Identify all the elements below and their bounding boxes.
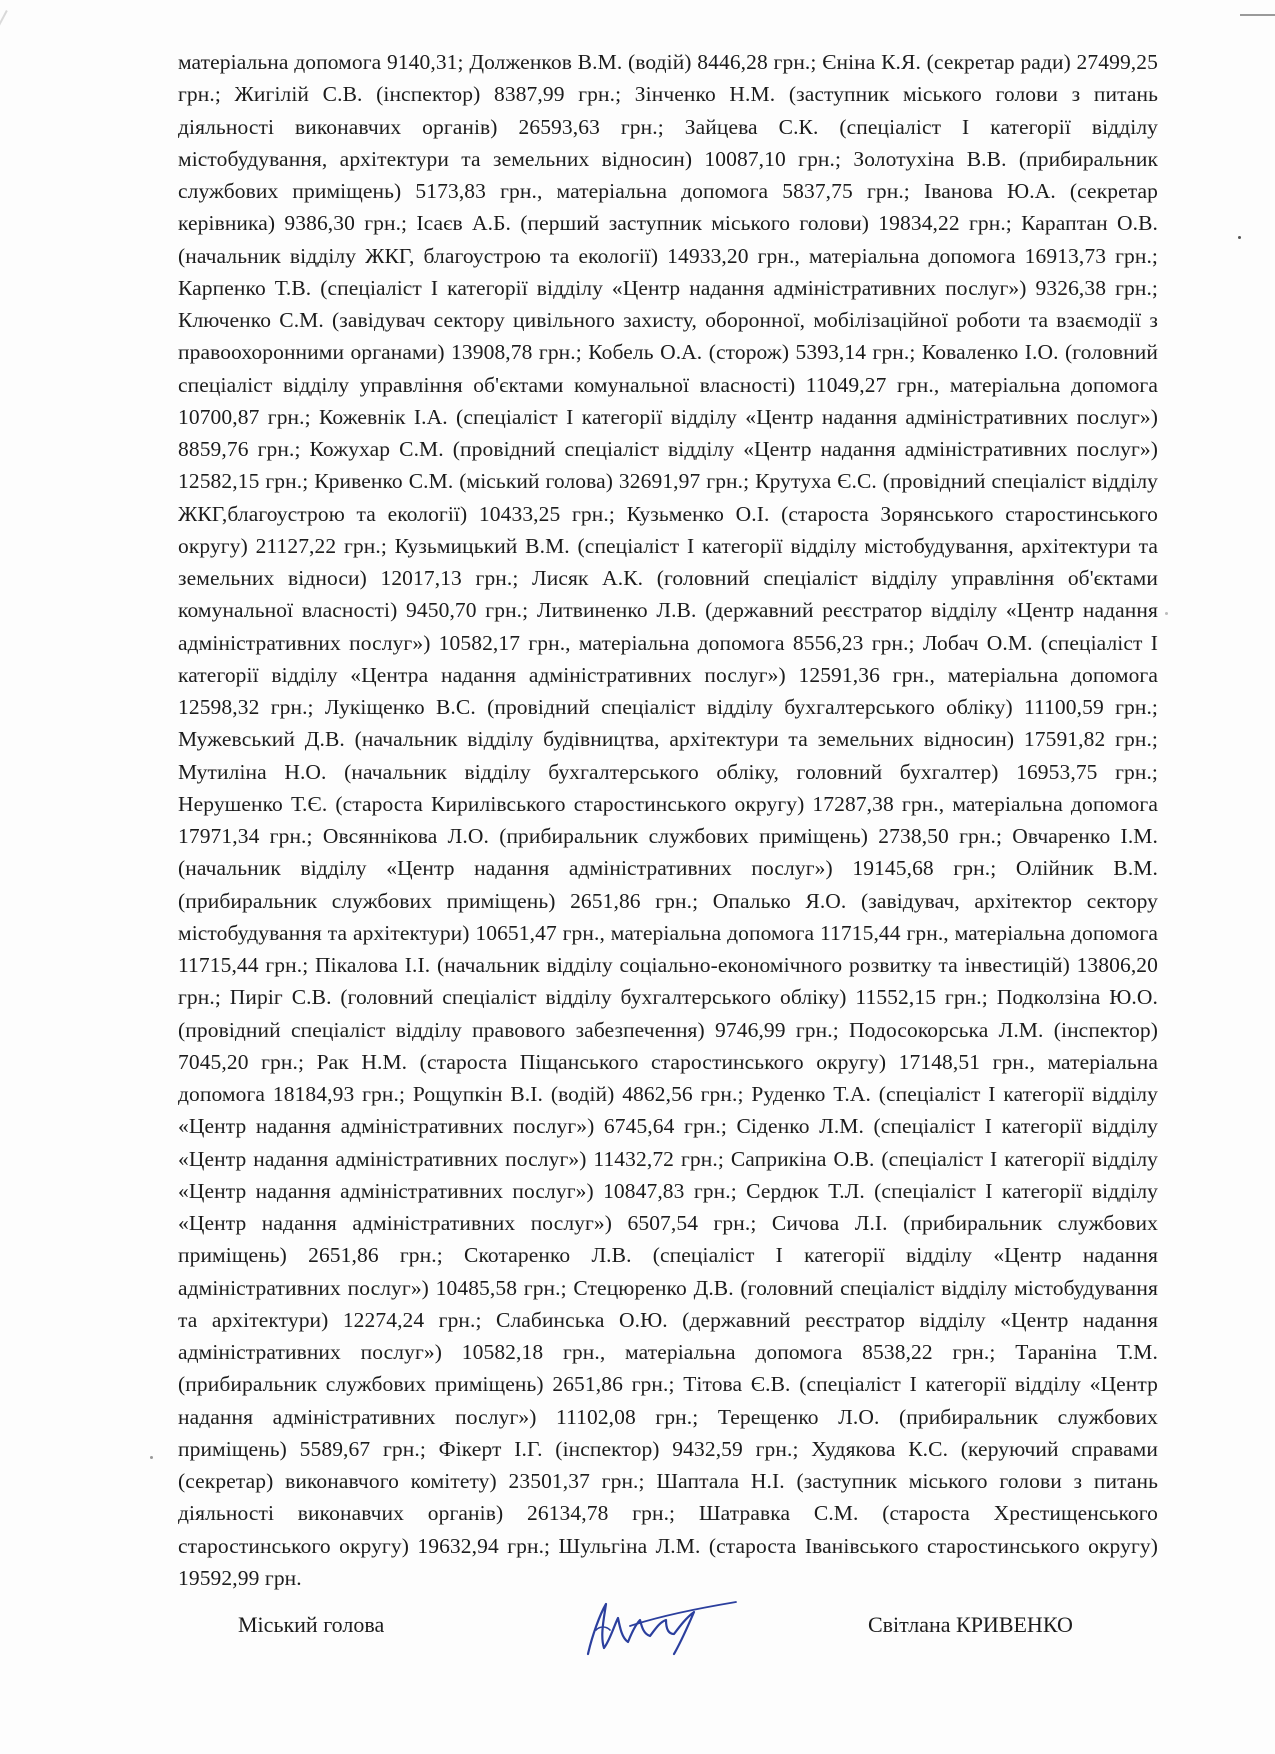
scan-artifact-line	[1240, 14, 1275, 16]
scan-artifact-dot	[1165, 612, 1168, 615]
document-body-text: матеріальна допомога 9140,31; Долженков В.М. (водій) 8446,28 грн.; Єніна К.Я. (секретар ради) 27499,25 грн.; Жигілій С.В. (інспектор) 8387,99 грн.; Зінченко Н.М. (заступник міського голови з питань діяльності виконавчих органів) 26593,63 грн.; Зайцева С.К. (спеціаліст І категорії відділу містобудування, архітектури та земельних відносин) 10087,10 грн.; Золотухіна В.В. (прибиральник службових приміщень) 5173,83 грн., матеріальна допомога 5837,75 грн.; Іванова Ю.А. (секретар керівника) 9386,30 грн.; Ісаєв А.Б. (перший заступник міського голови) 19834,22 грн.; Караптан О.В. (начальник відділу ЖКГ, благоустрою та екології) 14933,20 грн., матеріальна допомога 16913,73 грн.; Карпенко Т.В. (спеціаліст І категорії відділу «Центр надання адміністративних послуг») 9326,38 грн.; Ключенко С.М. (завідувач сектору цивільного захисту, оборонної, мобілізаційної роботи та взаємодії з правоохоронними органами) 13908,78 грн.; Кобель О.А. (сторож) 5393,14 грн.; Коваленко І.О. (головний спеціаліст відділу управління об'єктами комунальної власності) 11049,27 грн., матеріальна допомога 10700,87 грн.; Кожевнік І.А. (спеціаліст І категорії відділу «Центр надання адміністративних послуг») 8859,76 грн.; Кожухар С.М. (провідний спеціаліст відділу «Центр надання адміністративних послуг») 12582,15 грн.; Кривенко С.М. (міський голова) 32691,97 грн.; Крутуха Є.С. (провідний спеціаліст відділу ЖКГ,благоустрою та екології) 10433,25 грн.; Кузьменко О.І. (староста Зорянського старостинського округу) 21127,22 грн.; Кузьмицький В.М. (спеціаліст І категорії відділу містобудування, архітектури та земельних відноси) 12017,13 грн.; Лисяк А.К. (головний спеціаліст відділу управління об'єктами комунальної власності) 9450,70 грн.; Литвиненко Л.В. (державний реєстратор відділу «Центр надання адміністративних послуг») 10582,17 грн., матеріальна допомога 8556,23 грн.; Лобач О.М. (спеціаліст І категорії відділу «Центра надання адміністративних послуг») 12591,36 грн., матеріальна допомога 12598,32 грн.; Лукіщенко В.С. (провідний спеціаліст відділу бухгалтерського обліку) 11100,59 грн.; Мужевський Д.В. (начальник відділу будівництва, архітектури та земельних відносин) 17591,82 грн.; Мутиліна Н.О. (начальник відділу бухгалтерського обліку, головний бухгалтер) 16953,75 грн.; Нерушенко Т.Є. (староста Кирилівського старостинського округу) 17287,38 грн., матеріальна допомога 17971,34 грн.; Овсяннікова Л.О. (прибиральник службових приміщень) 2738,50 грн.; Овчаренко І.М. (начальник відділу «Центр надання адміністративних послуг») 19145,68 грн.; Олійник В.М. (прибиральник службових приміщень) 2651,86 грн.; Опалько Я.О. (завідувач, архітектор сектору містобудування та архітектури) 10651,47 грн., матеріальна допомога 11715,44 грн., матеріальна допомога 11715,44 грн.; Пікалова І.І. (начальник відділу соціально-економічного розвитку та інвестицій) 13806,20 грн.; Пиріг С.В. (головний спеціаліст відділу бухгалтерського обліку) 11552,15 грн.; Подколзіна Ю.О. (провідний спеціаліст відділу правового забезпечення) 9746,99 грн.; Подосокорська Л.М. (інспектор) 7045,20 грн.; Рак Н.М. (староста Піщанського старостинського округу) 17148,51 грн., матеріальна допомога 18184,93 грн.; Рощупкін В.І. (водій) 4862,56 грн.; Руденко Т.А. (спеціаліст І категорії відділу «Центр надання адміністративних послуг») 6745,64 грн.; Сіденко Л.М. (спеціаліст І категорії відділу «Центр надання адміністративних послуг») 11432,72 грн.; Саприкіна О.В. (спеціаліст І категорії відділу «Центр надання адміністративних послуг») 10847,83 грн.; Сердюк Т.Л. (спеціаліст І категорії відділу «Центр надання адміністративних послуг») 6507,54 грн.; Сичова Л.І. (прибиральник службових приміщень) 2651,86 грн.; Скотаренко Л.В. (спеціаліст І категорії відділу «Центр надання адміністративних послуг») 10485,58 грн.; Стецюренко Д.В. (головний спеціаліст відділу містобудування та архітектури) 12274,24 грн.; Слабинська О.Ю. (державний реєстратор відділу «Центр надання адміністративних послуг») 10582,18 грн., матеріальна допомога 8538,22 грн.; Тараніна Т.М. (прибиральник службових приміщень) 2651,86 грн.; Тітова Є.В. (спеціаліст І категорії відділу «Центр надання адміністративних послуг») 11102,08 грн.; Терещенко Л.О. (прибиральник службових приміщень) 5589,67 грн.; Фікерт І.Г. (інспектор) 9432,59 грн.; Худякова К.С. (керуючий справами (секретар) виконавчого комітету) 23501,37 грн.; Шаптала Н.І. (заступник міського голови з питань діяльності виконавчих органів) 26134,78 грн.; Шатравка С.М. (староста Хрестищенського старостинського округу) 19632,94 грн.; Шульгіна Л.М. (староста Іванівського старостинського округу) 19592,99 грн.	[178, 50, 1158, 1590]
handwritten-signature	[570, 1596, 740, 1666]
signatory-name: Світлана КРИВЕНКО	[868, 1612, 1073, 1637]
signatory-title: Міський голова	[238, 1612, 385, 1637]
scan-artifact-dot	[1238, 236, 1241, 239]
scan-artifact-streak	[0, 10, 8, 143]
scan-artifact-dot	[150, 1456, 153, 1459]
signature-block	[0, 1596, 1275, 1666]
